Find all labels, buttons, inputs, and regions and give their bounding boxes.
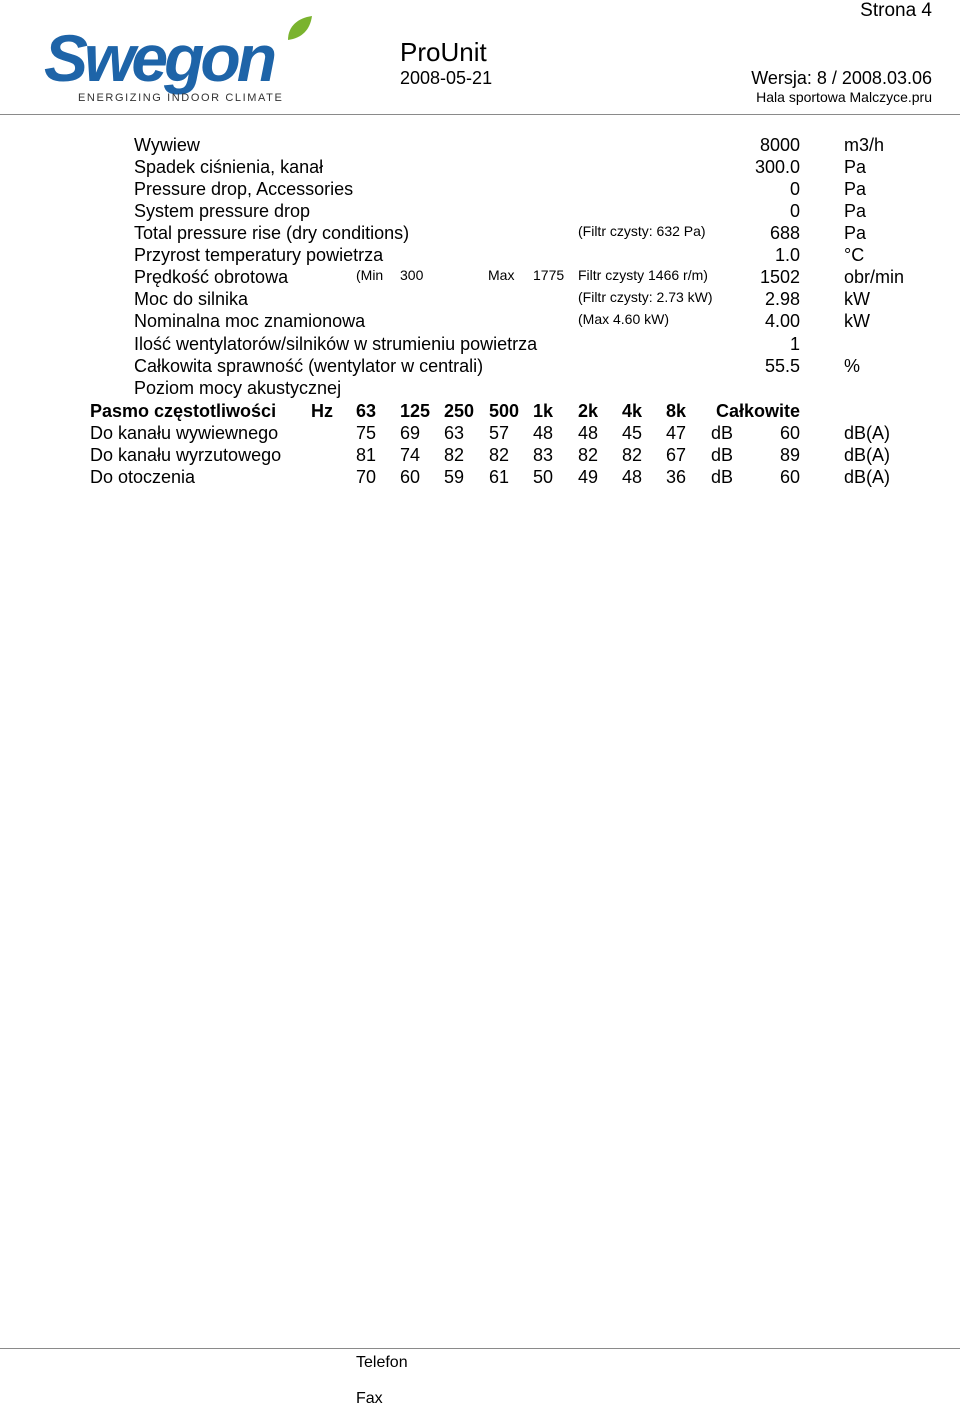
octave-band-value: 82 [444,445,465,465]
octave-db-label: dB [711,445,734,465]
octave-row-label: Do otoczenia [90,467,196,487]
octave-header-total: Całkowite [715,401,800,421]
param-row-duct-drop [0,156,960,178]
param-note: Filtr czysty 1466 r/m) [578,267,708,283]
param-value: 1502 [759,267,800,287]
param-note: (Filtr czysty: 632 Pa) [578,223,706,239]
octave-band-value: 75 [356,423,377,443]
document-date: 2008-05-21 [400,68,493,88]
logo-wordmark: Swegon [44,21,274,95]
octave-band-value: 67 [666,445,687,465]
octave-header-hz: Hz [311,401,333,421]
octave-band-value: 82 [622,445,643,465]
octave-band-value: 82 [578,445,599,465]
param-label: Moc do silnika [134,289,249,309]
octave-total-value: 60 [779,467,800,487]
octave-total-value: 60 [779,423,800,443]
param-value: 1 [789,334,800,354]
octave-total-unit: dB(A) [844,445,891,465]
param-unit: % [844,356,861,376]
octave-band-header: 4k [622,401,643,421]
octave-band-value: 47 [666,423,687,443]
param-label: Przyrost temperatury powietrza [134,245,384,265]
param-row-acoustic [0,377,960,399]
octave-total-unit: dB(A) [844,467,891,487]
octave-band-value: 36 [666,467,687,487]
footer-divider [0,1348,960,1349]
octave-band-value: 74 [400,445,421,465]
param-unit: kW [844,311,870,331]
octave-band-value: 63 [444,423,465,443]
octave-db-label: dB [711,467,734,487]
speed-max-label: Max [488,267,515,283]
octave-total-unit: dB(A) [844,423,891,443]
octave-band-value: 57 [489,423,510,443]
octave-db-label: dB [711,423,734,443]
param-value: 688 [769,223,800,243]
version-label: Wersja: 8 / 2008.03.06 [751,68,932,88]
octave-band-header: 250 [444,401,475,421]
param-row-speed [0,266,960,288]
speed-min-label: (Min [356,267,384,283]
param-row-efficiency [0,355,960,377]
param-label: Prędkość obrotowa [134,267,289,287]
param-unit: kW [844,289,870,309]
octave-band-value: 59 [444,467,465,487]
octave-band-value: 48 [622,467,643,487]
octave-band-value: 70 [356,467,377,487]
octave-total-value: 89 [779,445,800,465]
octave-band-value: 69 [400,423,421,443]
param-value: 8000 [759,135,800,155]
octave-band-value: 82 [489,445,510,465]
param-unit: °C [844,245,865,265]
param-label: Total pressure rise (dry conditions) [134,223,410,243]
param-value: 0 [789,179,800,199]
param-row-airflow [0,134,960,156]
param-unit: Pa [844,157,867,177]
fax-label: Fax [356,1390,383,1407]
phone-label: Telefon [356,1354,408,1371]
param-note: (Max 4.60 kW) [578,311,670,327]
param-unit: Pa [844,201,867,221]
project-file: Hala sportowa Malczyce.pru [756,89,932,105]
octave-band-header: 63 [356,401,377,421]
octave-band-header: 500 [489,401,520,421]
param-value: 4.00 [764,311,800,331]
speed-min-value: 300 [400,267,424,283]
octave-data-row [0,466,960,488]
swegon-logo [40,14,320,110]
param-label: Spadek ciśnienia, kanał [134,157,324,177]
param-row-fan-count [0,333,960,355]
octave-data-row [0,422,960,444]
octave-band-header: 1k [533,401,554,421]
leaf-icon [284,14,314,44]
octave-band-value: 83 [533,445,554,465]
param-row-motor-power [0,288,960,310]
param-note: (Filtr czysty: 2.73 kW) [578,289,713,305]
octave-band-header: 8k [666,401,687,421]
param-label: Wywiew [134,135,200,155]
octave-row-label: Do kanału wywiewnego [90,423,279,443]
param-value: 0 [789,201,800,221]
octave-band-value: 61 [489,467,510,487]
page-number: Strona 4 [860,0,932,21]
param-label: Pressure drop, Accessories [134,179,354,199]
param-label: Nominalna moc znamionowa [134,311,366,331]
param-row-nominal-power [0,310,960,332]
param-unit: m3/h [844,135,885,155]
octave-band-header: 2k [578,401,599,421]
param-row-temp-rise [0,244,960,266]
param-row-accessories-drop [0,178,960,200]
param-label: Całkowita sprawność (wentylator w centrali) [134,356,484,376]
param-value: 55.5 [764,356,800,376]
octave-row-label: Do kanału wyrzutowego [90,445,282,465]
octave-data-row [0,444,960,466]
octave-band-value: 48 [533,423,554,443]
octave-band-value: 60 [400,467,421,487]
logo-tagline: ENERGIZING INDOOR CLIMATE [78,92,284,104]
param-unit: Pa [844,223,867,243]
param-unit: Pa [844,179,867,199]
section-label: Poziom mocy akustycznej [134,378,342,398]
octave-header-row [0,400,960,422]
param-unit: obr/min [844,267,905,287]
octave-band-value: 45 [622,423,643,443]
octave-header-label: Pasmo częstotliwości [90,401,277,421]
param-value: 300.0 [754,157,800,177]
param-label: System pressure drop [134,201,311,221]
octave-band-value: 50 [533,467,554,487]
param-row-total-rise [0,222,960,244]
octave-band-header: 125 [400,401,431,421]
speed-max-value: 1775 [533,267,565,283]
param-value: 1.0 [774,245,800,265]
param-row-system-drop [0,200,960,222]
param-label: Ilość wentylatorów/silników w strumieniu powietrza [134,334,538,354]
header-divider [0,114,960,115]
param-value: 2.98 [764,289,800,309]
octave-band-value: 48 [578,423,599,443]
octave-band-value: 49 [578,467,599,487]
product-title: ProUnit [400,37,487,67]
octave-band-value: 81 [356,445,377,465]
